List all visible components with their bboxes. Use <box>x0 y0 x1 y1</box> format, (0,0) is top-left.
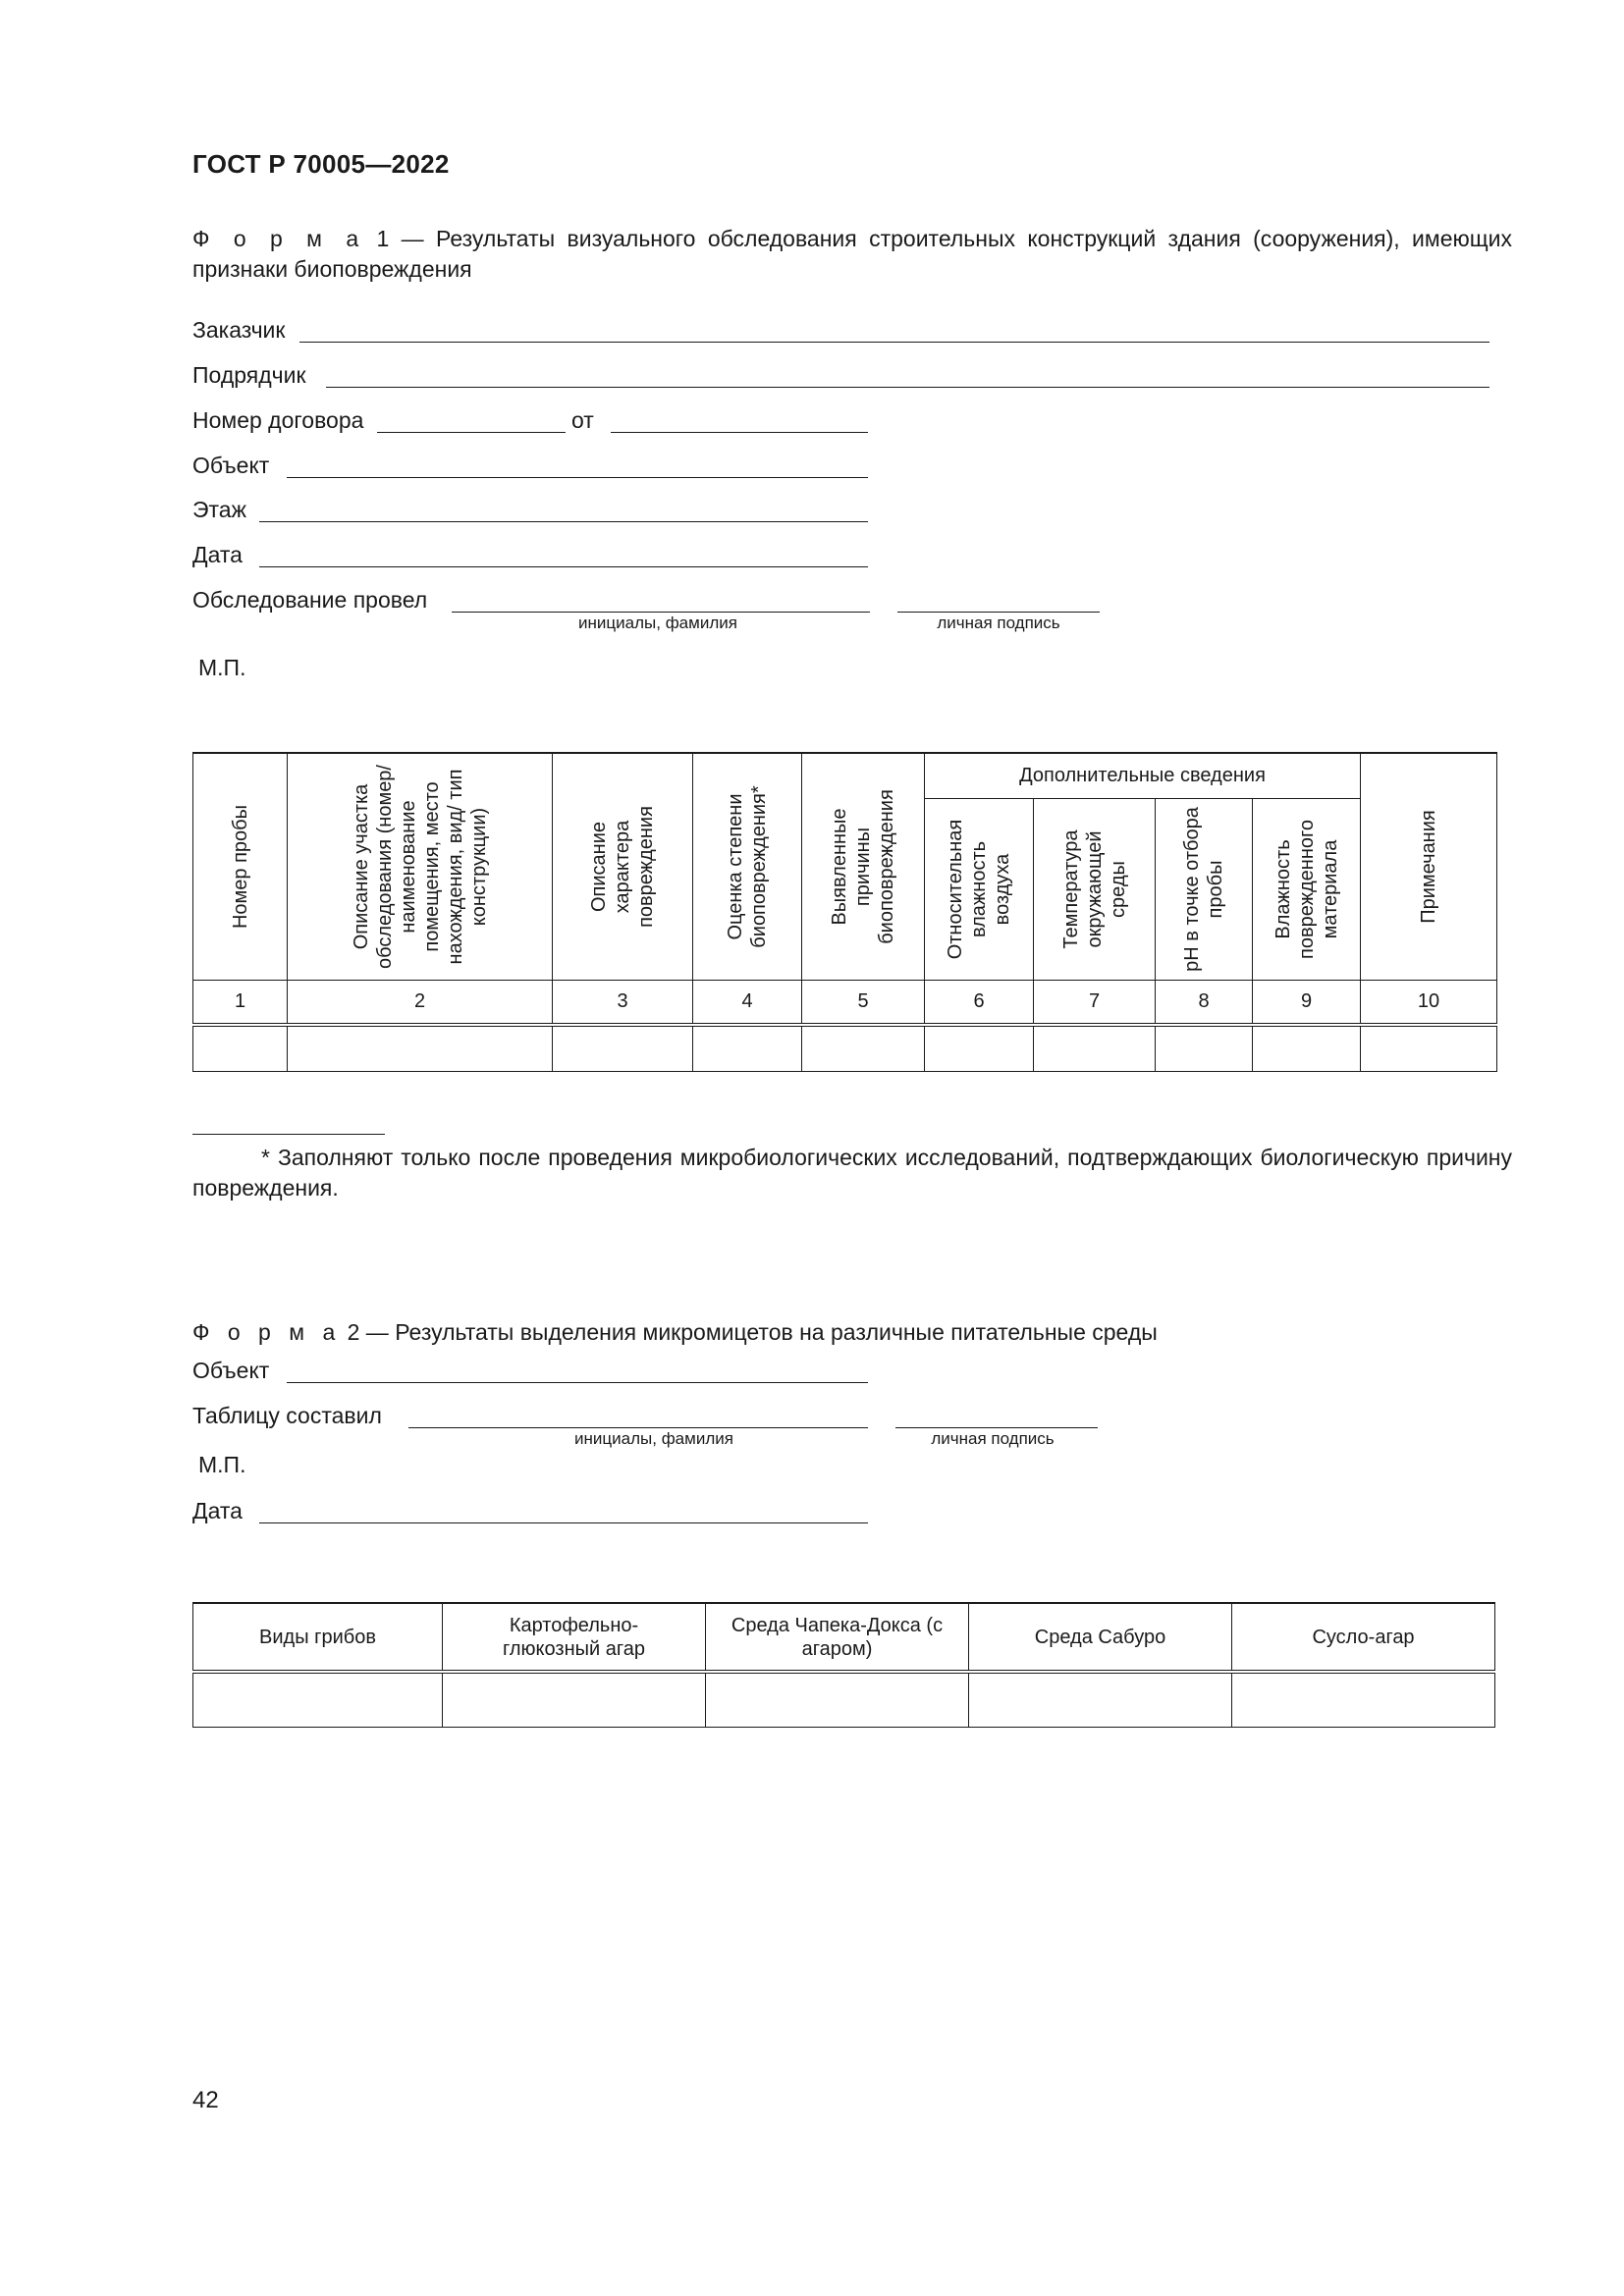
table-cell[interactable] <box>693 1025 802 1072</box>
header-cell: Картофельно-глюкозный агар <box>443 1603 706 1672</box>
table-cell[interactable] <box>1232 1672 1495 1727</box>
footnote: * Заполняют только после проведения микробиологических исследований, подтверждающих биологическую причину повреждения. <box>192 1145 1512 1201</box>
header-cell: Виды грибов <box>193 1603 443 1672</box>
form2-object-label: Объект <box>192 1358 270 1383</box>
column-number: 6 <box>925 981 1034 1025</box>
contractor-label: Подрядчик <box>192 362 306 388</box>
group-header: Дополнительные сведения <box>925 753 1361 798</box>
table-cell[interactable] <box>802 1025 925 1072</box>
contract-date-field[interactable] <box>611 432 868 433</box>
form2-table <box>192 1602 1495 1728</box>
column-number: 8 <box>1156 981 1253 1025</box>
compiled-by-name-field[interactable] <box>408 1427 868 1428</box>
header-cell: Среда Сабуро <box>969 1603 1232 1672</box>
floor-label: Этаж <box>192 497 246 522</box>
form2-caption-name: инициалы, фамилия <box>574 1429 733 1448</box>
header-cell: Описание участка обследования (номер/ наименование помещения, место нахождения, вид/ тип конструкции) <box>288 753 553 981</box>
table-cell[interactable] <box>443 1672 706 1727</box>
column-number: 2 <box>288 981 553 1025</box>
table-cell[interactable] <box>193 1025 288 1072</box>
form1-title-text: 1 — Результаты визуального обследования строительных конструкций здания (сооружения), имеющих признаки биоповреждения <box>192 226 1513 282</box>
date-field[interactable] <box>259 566 868 567</box>
table-cell[interactable] <box>1361 1025 1497 1072</box>
compiled-by-signature-field[interactable] <box>895 1427 1098 1428</box>
table-cell[interactable] <box>553 1025 693 1072</box>
footnote-rule <box>192 1134 385 1135</box>
form2-title-text: 2 — Результаты выделения микромицетов на различные питательные среды <box>341 1319 1158 1345</box>
header-cell: Температура окружающей среды <box>1034 798 1156 980</box>
object-label: Объект <box>192 453 270 478</box>
column-number: 1 <box>193 981 288 1025</box>
form1-title <box>192 224 1512 285</box>
date-label: Дата <box>192 542 243 567</box>
caption-signature: личная подпись <box>937 614 1060 632</box>
header-cell: pH в точке отбора пробы <box>1156 798 1253 980</box>
table-cell[interactable] <box>1156 1025 1253 1072</box>
header-cell: Сусло-агар <box>1232 1603 1495 1672</box>
customer-label: Заказчик <box>192 317 286 343</box>
contractor-field[interactable] <box>326 387 1489 388</box>
form2-caption-signature: личная подпись <box>931 1429 1055 1448</box>
compiled-by-label: Таблицу составил <box>192 1403 382 1428</box>
header-cell: Среда Чапека-Докса (с агаром) <box>706 1603 969 1672</box>
floor-field[interactable] <box>259 521 868 522</box>
table-cell[interactable] <box>969 1672 1232 1727</box>
contract-number-field[interactable] <box>377 432 566 433</box>
table-cell[interactable] <box>925 1025 1034 1072</box>
form2-date-label: Дата <box>192 1498 243 1523</box>
contract-number-label: Номер договора <box>192 407 364 433</box>
table-cell[interactable] <box>193 1672 443 1727</box>
inspector-label: Обследование провел <box>192 587 428 613</box>
form2-date-field[interactable] <box>259 1522 868 1523</box>
document-header: ГОСТ Р 70005—2022 <box>192 149 450 179</box>
column-number: 4 <box>693 981 802 1025</box>
form1-table <box>192 752 1497 1072</box>
table-cell[interactable] <box>706 1672 969 1727</box>
header-cell: Влажность поврежденного материала <box>1253 798 1361 980</box>
column-number: 5 <box>802 981 925 1025</box>
table-cell[interactable] <box>1253 1025 1361 1072</box>
column-number: 10 <box>1361 981 1497 1025</box>
form2-title <box>192 1317 1512 1348</box>
table-cell[interactable] <box>1034 1025 1156 1072</box>
header-cell: Оценка степени биоповреждения* <box>693 753 802 981</box>
page-number: 42 <box>192 2087 219 2113</box>
header-cell: Относительная влажность воздуха <box>925 798 1034 980</box>
form1-prefix: Ф о р м а <box>192 226 365 251</box>
column-number: 7 <box>1034 981 1156 1025</box>
form2-stamp-label: М.П. <box>198 1452 246 1477</box>
inspector-signature-field[interactable] <box>897 612 1100 613</box>
stamp-label: М.П. <box>198 655 246 680</box>
column-number: 3 <box>553 981 693 1025</box>
caption-name: инициалы, фамилия <box>578 614 737 632</box>
object-field[interactable] <box>287 477 868 478</box>
header-cell: Примечания <box>1361 753 1497 981</box>
inspector-name-field[interactable] <box>452 612 870 613</box>
column-number: 9 <box>1253 981 1361 1025</box>
header-cell: Номер пробы <box>193 753 288 981</box>
header-cell: Описание характера повреждения <box>553 753 693 981</box>
contract-date-label: от <box>571 407 594 433</box>
form2-prefix: Ф о р м а <box>192 1319 342 1345</box>
form2-object-field[interactable] <box>287 1382 868 1383</box>
customer-field[interactable] <box>299 342 1489 343</box>
header-cell: Выявленные причины биоповреждения <box>802 753 925 981</box>
table-cell[interactable] <box>288 1025 553 1072</box>
